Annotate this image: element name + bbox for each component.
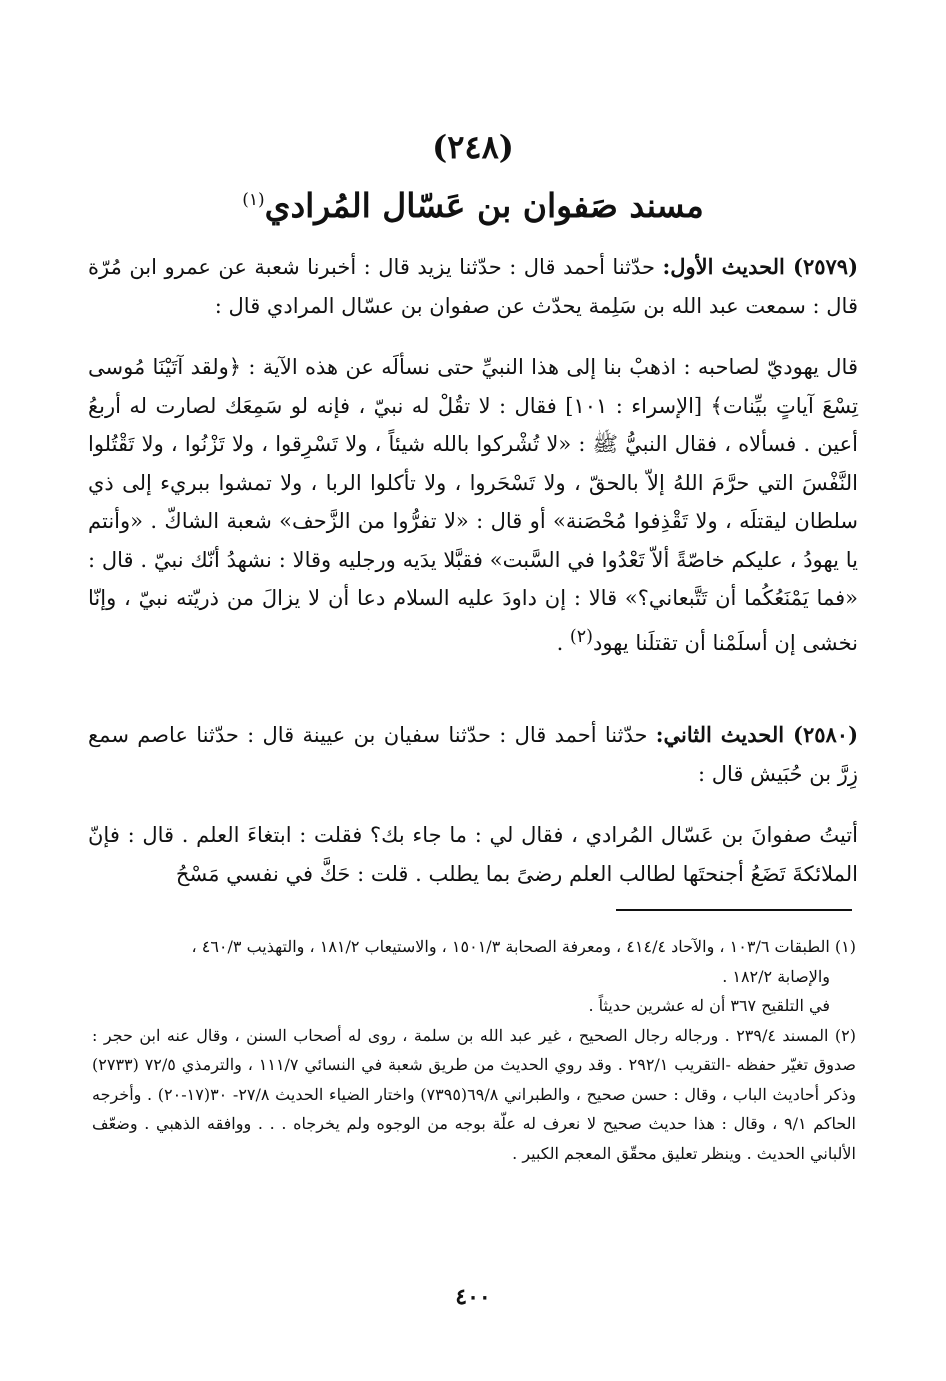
isnad-text: حدّثنا أحمد قال : حدّثنا يزيد قال : أخبرنا شعبة عن عمرو ابن مُرّة قال : سمعت عبد الله بن سَلِمة يحدّث عن صفوان بن عسّال المرادي قال : xyxy=(88,255,858,318)
hadith-2580-isnad xyxy=(88,716,858,793)
isnad-text: حدّثنا أحمد قال : حدّثنا سفيان بن عيينة قال : حدّثنا عاصم سمع زِرَّ بن حُبَيش قال : xyxy=(88,723,858,786)
footnotes xyxy=(92,932,856,1168)
footnote-2: (٢) المسند ٢٣٩/٤ . ورجاله رجال الصحيح ، غير عبد الله بن سلمة ، روى له أصحاب السنن ، وقال عنه ابن حجر : صدوق تغيّر حفظه -التقريب ٢٩٢/١ . وقد روي الحديث من طريق شعبة في النسائي ١١١/٧ ، والترمذي ٧٢/٥ (٢٧٣٣) وذكر أحاديث الباب ، وقال : حسن صحيح ، والطبراني ٦٩/٨(٧٣٩٥) واختار الضياء الحديث ٢٧/٨- ٣٠(١٧-٢٠) . وأخرجه الحاكم ٩/١ ، وقال : هذا حديث صحيح لا نعرف له علّة بوجه من الوجوه ولم يخرجاه . . . ووافقه الذهبي . وضعّف الألباني الحديث . وينظر تعليق محقّق المعجم الكبير . xyxy=(92,1025,857,1163)
footnote-1-line-2: والإصابة ١٨٢/٢ . xyxy=(722,966,830,986)
chapter-number: (٢٤٨) xyxy=(432,128,514,166)
footnote-ref-2[interactable]: (٢) xyxy=(569,626,593,647)
chapter-title-text: مسند صَفوان بن عَسّال المُرادي xyxy=(264,186,704,225)
hadith-label: (٢٥٨٠) الحديث الثاني: xyxy=(655,722,858,747)
hadith-label: (٢٥٧٩) الحديث الأول: xyxy=(662,254,858,279)
matn-text: قال يهوديّ لصاحبه : اذهبْ بنا إلى هذا النبيِّ حتى نسألَه عن هذه الآية : ﴿ولقد آتَيْنَا مُوسى تِسْعَ آياتٍ بيِّنات﴾ [الإسراء : ١٠١] فقال : لا تقُلْ له نبيّ ، فإنه لو سَمِعَك لصارت له أربعُ أعين . فسألاه ، فقال النبيُّ ﷺ : «لا تُشْركوا بالله شيئاً ، ولا تَسْرِقوا ، ولا تَزْنُوا ، ولا تَقْتُلوا النَّفْسَ التي حرَّمَ اللهُ إلاّ بالحقّ ، ولا تَسْحَروا ، ولا تأكلوا الربا ، ولا تمشوا ببريء إلى ذي سلطان ليقتلَه ، ولا تَقْذِفوا مُحْصَنة» أو قال : «لا تفرُّوا من الزَّحف» شعبة الشاكّ . «وأنتم يا يهودُ ، عليكم خاصّةً ألاّ تَعْدُوا في السَّبت» فقبَّلا يدَيه ورجليه وقالا : نشهدُ أنّك نبيّ . قال : «فما يَمْنَعُكُما أن تَتَّبعاني؟» قالا : إن داودَ عليه السلام دعا أن لا يزالَ من ذريّته نبيّ ، وإنّا نخشى إن أسلَمْنا أن تقتلَنا يهود xyxy=(88,355,858,655)
page-number: ٤٠٠ xyxy=(455,1284,491,1310)
hadith-2580-matn xyxy=(88,816,858,893)
footnote-1-line-1: (١) الطبقات ١٠٣/٦ ، والآحاد ٤١٤/٤ ، ومعرفة الصحابة ١٥٠١/٣ ، والاستيعاب ١٨١/٢ ، والتهذيب ٤٦٠/٣ ، xyxy=(191,937,856,956)
matn-text: أتيتُ صفوانَ بن عَسّال المُرادي ، فقال لي : ما جاء بك؟ فقلت : ابتغاءَ العلم . قال : فإنّ الملائكةَ تَضَعُ أجنحتَها لطالب العلم رضىً بما يطلب . قلت : حَكَّ في نفسي مَسْحُ xyxy=(88,823,858,886)
chapter-title xyxy=(0,186,946,225)
footnote-divider xyxy=(616,909,852,911)
footnote-1-line-3: في التلقيح ٣٦٧ أن له عشرين حديثاً . xyxy=(588,996,830,1015)
hadith-2579-isnad xyxy=(88,248,858,325)
matn-end: . xyxy=(556,630,570,655)
hadith-2579-matn xyxy=(88,348,858,662)
footnote-ref-1[interactable]: (١) xyxy=(242,190,265,210)
